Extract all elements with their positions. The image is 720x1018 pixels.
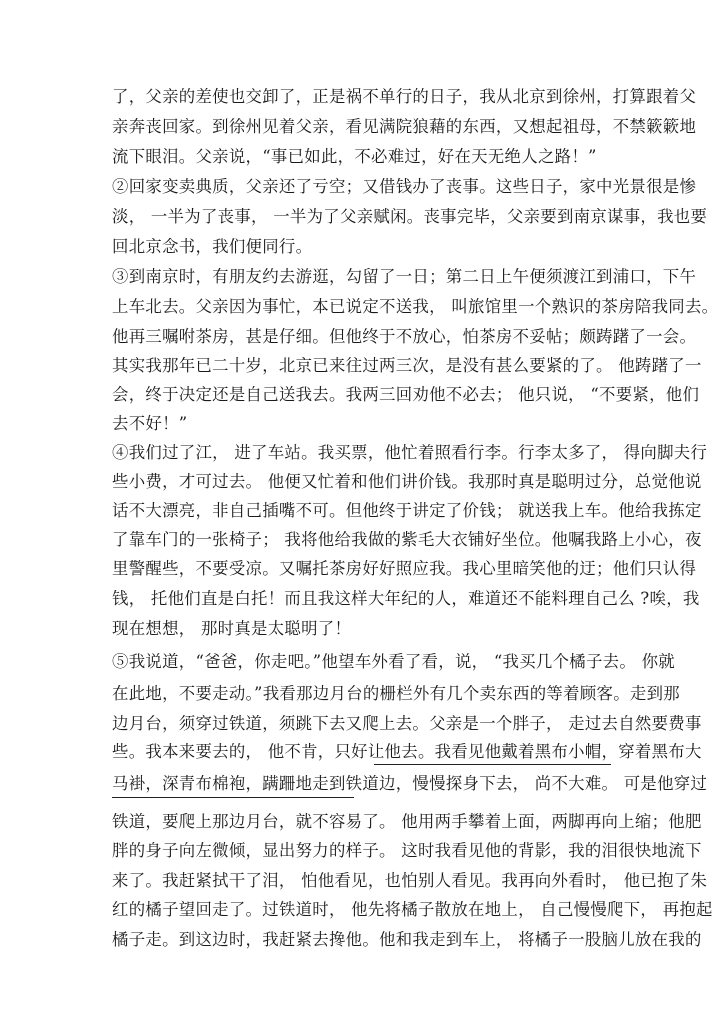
text-line-11: 会，终于决定还是自己送我去。我两三回劝他不必去； 他只说， “不要紧，他们: [112, 385, 700, 404]
text-line-16: 了靠车门的一张椅子； 我将他给我做的紫毛大衣铺好坐位。他嘱我路上小心，夜: [112, 530, 702, 549]
text-line-25: 铁道，要爬上那边月台，就不容易了。 他用两手攀着上面，两脚再向上缩；他肥: [112, 812, 702, 831]
text-line-3: 流下眼泪。父亲说，“事已如此，不必难过，好在天无绝人之路！”: [112, 147, 597, 166]
text-line-28: 红的橘子望回走了。过铁道时， 他先将橘子散放在地上， 自己慢慢爬下， 再抱起: [112, 900, 713, 919]
text-line-5: 淡， 一半为了丧事， 一半为了父亲赋闲。丧事完毕，父亲要到南京谋事，我也要: [112, 207, 708, 226]
text-line-9: 他再三嘱咐茶房，甚是仔细。但他终于不放心，怕茶房不妥帖；颇踌躇了一会。: [112, 327, 697, 346]
text-line-4: ②回家变卖典质，父亲还了亏空；又借钱办了丧事。这些日子，家中光景很是惨: [112, 177, 697, 196]
text-line-1: 了，父亲的差使也交卸了，正是祸不单行的日子，我从北京到徐州，打算跟着父: [112, 87, 697, 106]
text-line-26: 胖的身子向左微倾，显出努力的样子。 这时我看见他的背影，我的泪很快地流下: [112, 841, 702, 860]
text-line-10: 其实我那年已二十岁，北京已来往过两三次，是没有甚么要紧的了。 他踌躇了一: [112, 356, 702, 375]
text-line-15: 话不大漂亮，非自己插嘴不可。但他终于讲定了价钱； 就送我上车。他给我拣定: [112, 501, 702, 520]
text-line-22: 边月台，须穿过铁道，须跳下去又爬上去。父亲是一个胖子， 走过去自然要费事: [112, 714, 702, 733]
text-line-19: 现在想想， 那时真是太聪明了！: [112, 619, 352, 638]
underline-segment-1: [374, 764, 611, 765]
text-line-29: 橘子走。到这边时，我赶紧去搀他。他和我走到车上， 将橘子一股脑儿放在我的: [112, 930, 702, 949]
text-line-27: 来了。我赶紧拭干了泪， 怕他看见，也怕别人看见。我再向外看时， 他已抱了朱: [112, 871, 708, 890]
text-line-13: ④我们过了江， 进了车站。我买票，他忙着照看行李。行李太多了， 得向脚夫行: [112, 443, 708, 462]
text-line-2: 亲奔丧回家。到徐州见着父亲，看见满院狼藉的东西，又想起祖母，不禁簌簌地: [112, 117, 697, 136]
text-line-8: 上车北去。父亲因为事忙，本已说定不送我， 叫旅馆里一个熟识的茶房陪我同去。: [112, 297, 719, 316]
text-line-12: 去不好！”: [112, 414, 188, 433]
text-line-18: 钱， 托他们直是白托！而且我这样大年纪的人，难道还不能料理自己么 ?唉，我: [112, 589, 700, 608]
text-line-14: 些小费，才可过去。 他便又忙着和他们讲价钱。我那时真是聪明过分，总觉他说: [112, 472, 702, 491]
text-line-20: ⑤我说道，“爸爸，你走吧。”他望车外看了看，说， “我买几个橘子去。 你就: [112, 652, 675, 671]
text-line-7: ③到南京时，有朋友约去游逛，勾留了一日；第二日上午便须渡江到浦口，下午: [112, 267, 697, 286]
text-line-24: 马褂，深青布棉袍，蹒跚地走到铁道边，慢慢探身下去， 尚不大难。 可是他穿过: [112, 774, 708, 793]
text-line-21: 在此地，不要走动。”我看那边月台的栅栏外有几个卖东西的等着顾客。走到那: [112, 684, 680, 703]
underline-segment-2: [112, 797, 354, 798]
text-line-23: 些。我本来要去的， 他不肯，只好让他去。我看见他戴着黑布小帽，穿着黑布大: [112, 742, 702, 761]
text-line-17: 里警醒些，不要受凉。又嘱托茶房好好照应我。我心里暗笑他的迂；他们只认得: [112, 559, 697, 578]
text-line-6: 回北京念书，我们便同行。: [112, 237, 313, 256]
